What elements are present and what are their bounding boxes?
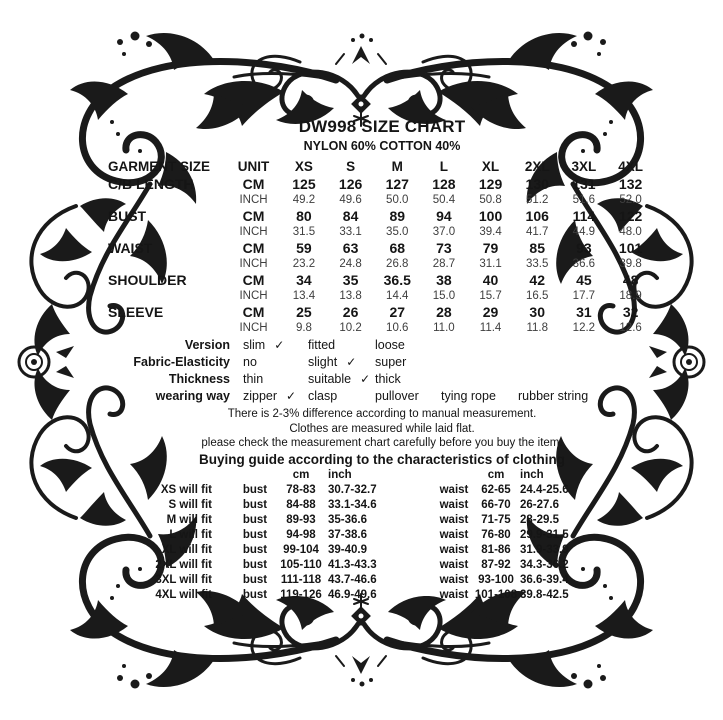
unit-cm-label: CM [242,208,265,224]
attribute-row [108,336,656,353]
attribute-option-text: thin [243,371,264,386]
attribute-option-text: suitable [308,371,352,386]
size-value-inch: 11.4 [479,322,502,334]
attribute-options [243,389,613,403]
size-value-inch: 50.8 [479,194,502,206]
size-value-inch: 16.5 [526,290,549,302]
attribute-option [518,389,613,403]
guide-bust-label: bust [242,574,268,586]
attribute-option [308,338,375,352]
guide-bust-label: bust [242,559,268,571]
size-value-inch: 23.2 [292,258,316,270]
measurement-label: C/B LENGTH [108,176,194,192]
bottom-center-flourish-icon [196,591,526,687]
size-value-inch: 24.8 [339,258,362,270]
attribute-option [308,389,375,403]
guide-waist-cm-range: 66-70 [481,499,511,511]
size-value-cm: 106 [525,208,549,224]
guide-size-label: XL will fit [161,544,212,556]
guide-size-label: XS will fit [160,484,212,496]
unit-inch-label: INCH [239,290,268,302]
unit-cm-label: CM [242,176,265,192]
measurement-label-empty [108,193,226,208]
size-value-cm: 30 [529,304,545,320]
attribute-option-text: tying rope [441,388,496,403]
measurement-inch-row [108,225,654,240]
guide-size-label: S will fit [168,499,212,511]
attribute-option-text: no [243,354,257,369]
attribute-option-text: rubber string [518,388,589,403]
size-value-inch: 11.0 [433,322,455,334]
measurement-label: SHOULDER [108,272,187,288]
guide-bust-label: bust [242,544,268,556]
guide-bust-label: bust [242,514,268,526]
note-line: There is 2-3% difference according to manual measurement. [227,408,537,420]
size-value-inch: 41.7 [526,226,549,238]
size-table-header-xl: XL [481,159,500,174]
size-table-header-s: S [346,159,356,174]
guide-row [108,483,656,498]
guide-bust-inch-range: 46.9-49.6 [328,589,377,601]
size-value-inch: 33.1 [339,226,362,238]
size-value-inch: 50.0 [386,194,409,206]
size-value-inch: 49.6 [339,194,362,206]
measurement-inch-row [108,289,654,304]
guide-header-bust-cm: cm [292,469,310,481]
attribute-option [308,355,375,369]
size-table-header-xs: XS [294,159,313,174]
size-value-inch: 11.8 [526,322,548,334]
size-value-cm: 85 [529,240,545,256]
unit-inch-label: INCH [239,322,268,334]
size-table [108,158,654,336]
size-value-inch: 35.0 [386,226,409,238]
size-value-cm: 128 [432,176,456,192]
guide-bust-label: bust [242,529,268,541]
size-value-inch: 12.6 [619,322,642,334]
size-value-cm: 80 [296,208,312,224]
attribute-option [375,372,441,386]
guide-bust-inch-range: 30.7-32.7 [328,484,377,496]
measurement-inch-row [108,257,654,272]
guide-header-waist-inch: inch [520,469,544,481]
size-value-inch: 33.5 [526,258,549,270]
unit-inch-label: INCH [239,226,268,238]
attribute-option-text: slim [243,337,266,352]
size-value-inch: 39.8 [619,258,642,270]
fabric-composition: NYLON 60% COTTON 40% [303,139,461,153]
guide-waist-label: waist [439,529,469,541]
page-title: DW998 SIZE CHART [298,117,466,136]
measurement-label: SLEEVE [108,304,164,320]
measurement-cm-row [108,176,654,193]
guide-bust-label: bust [242,499,268,511]
guide-waist-label: waist [439,484,469,496]
size-value-cm: 79 [482,240,499,256]
measurement-notes [108,407,656,451]
attribute-row [108,370,656,387]
measurement-inch-row [108,193,654,208]
guide-bust-inch-range: 39-40.9 [328,544,368,556]
attribute-option [441,389,518,403]
size-value-cm: 29 [482,304,499,320]
guide-row [108,513,656,528]
measurement-cm-row [108,208,654,225]
size-value-inch: 12.2 [572,322,596,334]
size-value-inch: 14.4 [386,290,409,302]
size-table-header-3xl: 3XL [571,159,597,174]
size-value-inch: 49.2 [292,194,316,206]
guide-waist-label: waist [439,499,469,511]
size-table-header-2xl: 2XL [524,159,550,174]
guide-bust-label: bust [242,484,268,496]
guide-waist-inch-range: 28-29.5 [520,514,560,526]
attribute-label: Version [184,337,230,352]
size-value-cm: 45 [576,272,592,288]
size-value-inch: 28.7 [432,258,456,270]
size-table-header-unit: UNIT [237,159,270,174]
size-value-cm: 35 [342,272,359,288]
size-value-cm: 32 [622,304,639,320]
attribute-option-text: pullover [375,388,419,403]
guide-bust-cm-range: 89-93 [286,514,316,526]
chart-content [108,116,656,603]
guide-bust-inch-range: 41.3-43.3 [328,559,377,571]
size-table-header-l: L [439,159,449,174]
guide-size-label: 4XL will fit [155,589,212,601]
size-value-cm: 129 [478,176,503,192]
attribute-option [243,338,308,352]
size-value-inch: 9.8 [295,322,312,334]
size-table-header-garment-size: GARMENT SIZE [108,159,211,174]
size-value-cm: 40 [482,272,499,288]
size-value-inch: 17.7 [572,290,596,302]
attribute-option-text: super [375,354,407,369]
size-value-cm: 28 [436,304,452,320]
attribute-option-text: loose [375,337,405,352]
guide-header-waist-cm: cm [487,469,505,481]
guide-bust-cm-range: 105-110 [280,559,322,571]
attribute-option [243,355,308,369]
guide-bust-label: bust [242,589,268,601]
size-value-cm: 25 [296,304,312,320]
attribute-options [243,355,441,369]
guide-size-label: 3XL will fit [155,574,212,586]
attribute-option-text: zipper [243,388,278,403]
size-value-cm: 59 [296,240,312,256]
unit-cm-label: CM [242,240,265,256]
size-value-inch: 13.4 [292,290,316,302]
attribute-row [108,387,656,404]
size-value-cm: 73 [436,240,452,256]
guide-bust-cm-range: 94-98 [286,529,316,541]
guide-waist-inch-range: 24.4-25.6 [520,484,569,496]
guide-waist-label: waist [439,544,469,556]
garment-attributes-section [108,336,656,404]
size-value-cm: 42 [529,272,545,288]
guide-bust-cm-range: 99-104 [283,544,319,556]
size-value-cm: 68 [389,240,406,256]
guide-bust-cm-range: 84-88 [286,499,316,511]
guide-waist-label: waist [439,559,469,571]
attribute-option [243,372,308,386]
size-value-inch: 51.2 [526,194,549,206]
size-value-cm: 63 [342,240,359,256]
size-value-cm: 114 [572,208,596,224]
guide-bust-cm-range: 119-126 [280,589,322,601]
guide-row [108,528,656,543]
measurement-cm-row [108,304,654,321]
size-value-cm: 101 [618,240,643,256]
unit-cm-label: CM [242,304,265,320]
size-value-cm: 125 [292,176,316,192]
guide-bust-inch-range: 43.7-46.6 [328,574,377,586]
size-value-inch: 18.9 [619,290,642,302]
measurement-label: BUST [108,208,147,224]
size-value-inch: 44.9 [572,226,596,238]
attribute-option-text: thick [375,371,401,386]
guide-waist-inch-range: 39.8-42.5 [520,589,569,601]
attribute-option [375,389,441,403]
note-line: please check the measurement chart carefully before you buy the item. [201,437,563,449]
size-value-inch: 50.4 [432,194,456,206]
guide-row [108,588,656,603]
guide-row [108,573,656,588]
guide-row [108,543,656,558]
size-value-cm: 26 [342,304,359,320]
attribute-option [375,355,441,369]
guide-bust-inch-range: 33.1-34.6 [328,499,377,511]
size-table-header-m: M [391,159,403,174]
guide-waist-label: waist [439,514,469,526]
attribute-option-text: slight [308,354,338,369]
measurement-label-empty [108,289,226,304]
size-value-cm: 132 [618,176,643,192]
buying-guide-title: Buying guide according to the characteristics of clothing [198,451,566,467]
measurement-label-empty [108,321,226,336]
top-center-flourish-icon [196,34,526,130]
size-value-inch: 26.8 [386,258,409,270]
measurement-label-empty [108,225,226,240]
size-table-header-4xl: 4XL [618,159,643,174]
guide-waist-cm-range: 93-100 [478,574,514,586]
attribute-label: Thickness [168,371,230,386]
guide-waist-label: waist [439,574,469,586]
size-value-cm: 27 [389,304,406,320]
guide-waist-inch-range: 31.9-33.9 [520,544,569,556]
size-value-inch: 31.1 [479,258,502,270]
checkmark-icon: ✓ [274,337,285,352]
unit-inch-label: INCH [239,258,268,270]
attribute-option [375,338,441,352]
size-value-cm: 36.5 [383,272,411,288]
attribute-row [108,353,656,370]
guide-waist-label: waist [439,589,469,601]
size-value-cm: 48 [622,272,639,288]
size-value-inch: 36.6 [572,258,596,270]
size-value-cm: 126 [338,176,363,192]
guide-waist-inch-range: 29.9-31.5 [520,529,569,541]
size-value-inch: 13.8 [339,290,362,302]
guide-bust-inch-range: 37-38.6 [328,529,368,541]
size-value-inch: 48.0 [619,226,642,238]
attribute-label: Fabric-Elasticity [133,354,230,369]
guide-header-row [108,468,656,483]
size-value-cm: 34 [296,272,312,288]
guide-size-label: L will fit [169,529,212,541]
size-table-header-row [108,158,654,176]
guide-size-label: 2XL will fit [155,559,212,571]
size-value-inch: 51.6 [572,194,596,206]
unit-inch-label: INCH [239,194,268,206]
checkmark-icon: ✓ [360,371,371,386]
attribute-option [243,389,308,403]
guide-waist-inch-range: 26-27.6 [520,499,560,511]
size-value-cm: 93 [576,240,592,256]
guide-bust-cm-range: 111-118 [280,574,322,586]
size-value-inch: 39.4 [479,226,502,238]
size-value-cm: 131 [572,176,596,192]
size-value-inch: 52.0 [619,194,642,206]
measurement-inch-row [108,321,654,336]
attribute-label: wearing way [155,388,230,403]
guide-bust-cm-range: 78-83 [286,484,316,496]
size-value-inch: 15.7 [479,290,502,302]
size-value-inch: 10.2 [339,322,362,334]
checkmark-icon: ✓ [286,388,297,403]
guide-waist-cm-range: 101-108 [474,589,518,601]
buying-guide-table [108,468,656,603]
size-value-cm: 89 [389,208,406,224]
size-value-inch: 37.0 [432,226,456,238]
guide-waist-cm-range: 62-65 [481,484,511,496]
measurement-cm-row [108,240,654,257]
size-value-cm: 94 [436,208,452,224]
size-value-cm: 122 [618,208,643,224]
guide-waist-cm-range: 71-75 [481,514,511,526]
unit-cm-label: CM [242,272,265,288]
guide-row [108,558,656,573]
guide-waist-cm-range: 81-86 [481,544,511,556]
attribute-option [308,372,375,386]
guide-waist-inch-range: 36.6-39.4 [520,574,569,586]
guide-row [108,498,656,513]
guide-bust-inch-range: 35-36.6 [328,514,368,526]
guide-waist-cm-range: 87-92 [481,559,511,571]
size-value-inch: 15.0 [432,290,456,302]
measurement-label: WAIST [108,240,153,256]
guide-header-bust-inch: inch [328,469,352,481]
guide-waist-inch-range: 34.3-36.2 [520,559,569,571]
measurement-label-empty [108,257,226,272]
checkmark-icon: ✓ [346,354,357,369]
measurement-cm-row [108,272,654,289]
size-value-inch: 31.5 [292,226,316,238]
size-value-cm: 84 [342,208,359,224]
guide-waist-cm-range: 76-80 [481,529,511,541]
attribute-options [243,372,441,386]
attribute-option-text: fitted [308,337,336,352]
size-value-cm: 100 [478,208,503,224]
size-value-inch: 10.6 [386,322,409,334]
attribute-options [243,338,441,352]
size-value-cm: 130 [525,176,549,192]
size-value-cm: 38 [436,272,452,288]
size-value-cm: 127 [385,176,409,192]
size-value-cm: 31 [576,304,592,320]
guide-size-label: M will fit [166,514,212,526]
note-line: Clothes are measured while laid flat. [289,422,475,435]
attribute-option-text: clasp [308,388,338,403]
